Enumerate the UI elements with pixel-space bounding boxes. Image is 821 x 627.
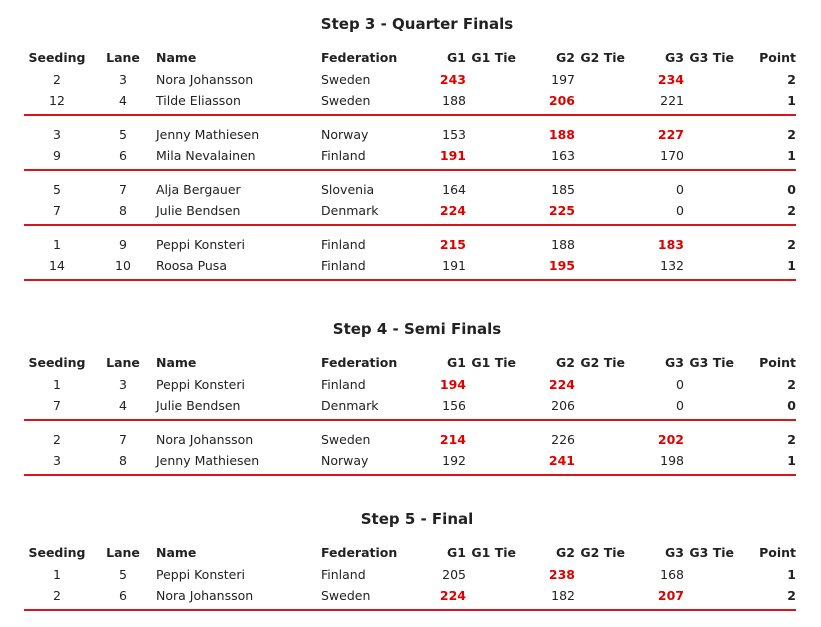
lane-cell: 4 <box>119 397 127 413</box>
g1-score: 164 <box>442 182 466 197</box>
g3-score: 0 <box>676 377 684 392</box>
g1-tie-cell <box>466 146 520 167</box>
g1-score: 153 <box>442 127 466 142</box>
step-title: Step 4 - Semi Finals <box>332 320 502 338</box>
lane-cell: 8 <box>119 452 127 468</box>
match-separator <box>24 276 796 282</box>
player-row <box>24 451 796 472</box>
column-header-g1: G1 <box>447 545 466 560</box>
g2-score: 188 <box>548 127 575 142</box>
match-spacer <box>24 172 796 180</box>
point-cell: 2 <box>787 127 796 142</box>
separator-cell <box>24 471 796 477</box>
g2-tie-cell <box>575 256 629 277</box>
g3-tie-cell <box>684 146 738 167</box>
lane-cell: 5 <box>119 567 127 582</box>
g1-tie-cell <box>466 396 520 417</box>
player-name: Mila Nevalainen <box>156 147 256 163</box>
g3-tie-cell <box>684 586 738 607</box>
seeding-cell: 7 <box>53 397 61 413</box>
column-header-federation: Federation <box>321 355 398 370</box>
header-row <box>24 541 796 565</box>
g2-score: 224 <box>548 377 575 392</box>
column-header-seeding: Seeding <box>28 355 86 370</box>
header-row <box>24 351 796 375</box>
g2-tie-cell <box>575 430 629 451</box>
player-name: Peppi Konsteri <box>156 237 245 252</box>
g2-score: 206 <box>551 397 575 413</box>
step-5-section <box>24 509 794 612</box>
lane-cell: 3 <box>119 72 127 87</box>
lane-cell: 6 <box>119 587 127 603</box>
separator-cell <box>24 276 796 282</box>
g1-score: 205 <box>442 567 466 582</box>
seeding-cell: 1 <box>53 567 61 582</box>
g3-tie-cell <box>684 375 738 396</box>
lane-cell: 3 <box>119 377 127 392</box>
column-header-g3tie: G3 Tie <box>689 50 734 65</box>
seeding-cell: 3 <box>53 452 61 468</box>
g3-tie-cell <box>684 91 738 112</box>
player-row <box>24 91 796 112</box>
separator-line <box>24 418 796 421</box>
g2-tie-cell <box>575 235 629 256</box>
separator-line <box>24 223 796 226</box>
g3-tie-cell <box>684 256 738 277</box>
lane-cell: 6 <box>119 147 127 163</box>
match-separator <box>24 471 796 477</box>
federation-cell: Finland <box>321 147 366 163</box>
g1-score: 188 <box>442 92 466 108</box>
g1-score: 214 <box>439 432 466 447</box>
point-cell: 2 <box>787 377 796 392</box>
step-title: Step 3 - Quarter Finals <box>320 15 514 33</box>
column-header-federation: Federation <box>321 50 398 65</box>
federation-cell: Slovenia <box>321 182 375 197</box>
lane-cell: 9 <box>119 237 127 252</box>
g1-score: 224 <box>439 202 466 218</box>
federation-cell: Sweden <box>321 72 371 87</box>
lane-cell: 5 <box>119 127 127 142</box>
player-name: Tilde Eliasson <box>156 92 241 108</box>
step-4-section <box>24 319 794 477</box>
column-header-g1tie: G1 Tie <box>471 545 516 560</box>
column-header-name: Name <box>156 545 197 560</box>
g1-score: 243 <box>439 72 466 87</box>
g2-score: 188 <box>551 237 575 252</box>
separator-line <box>24 278 796 281</box>
seeding-cell: 7 <box>53 202 61 218</box>
lane-cell: 7 <box>119 182 127 197</box>
results-table <box>24 541 796 612</box>
g2-score: 197 <box>551 72 575 87</box>
player-row <box>24 201 796 222</box>
seeding-cell: 9 <box>53 147 61 163</box>
column-header-g2tie: G2 Tie <box>580 545 625 560</box>
player-row <box>24 235 796 256</box>
column-header-name: Name <box>156 50 197 65</box>
g3-score: 132 <box>660 257 684 273</box>
g2-tie-cell <box>575 125 629 146</box>
g1-tie-cell <box>466 235 520 256</box>
g3-score: 0 <box>676 397 684 413</box>
results-table <box>24 46 796 282</box>
player-name: Jenny Mathiesen <box>156 452 260 468</box>
g3-score: 234 <box>657 72 684 87</box>
g2-score: 182 <box>551 587 575 603</box>
match-separator <box>24 606 796 612</box>
player-row <box>24 146 796 167</box>
g2-tie-cell <box>575 70 629 91</box>
player-name: Jenny Mathiesen <box>156 127 260 142</box>
g3-score: 207 <box>657 587 684 603</box>
header-row <box>24 46 796 70</box>
g1-tie-cell <box>466 430 520 451</box>
g1-score: 224 <box>439 587 466 603</box>
g2-tie-cell <box>575 201 629 222</box>
point-cell: 2 <box>787 237 796 252</box>
player-row <box>24 565 796 586</box>
column-header-lane: Lane <box>106 50 140 65</box>
column-header-g2tie: G2 Tie <box>580 50 625 65</box>
g3-tie-cell <box>684 180 738 201</box>
match-spacer <box>24 117 796 125</box>
g2-tie-cell <box>575 396 629 417</box>
g1-tie-cell <box>466 586 520 607</box>
g1-score: 194 <box>439 377 466 392</box>
column-header-g2: G2 <box>556 50 575 65</box>
g1-score: 191 <box>442 257 466 273</box>
g2-score: 241 <box>548 452 575 468</box>
seeding-cell: 3 <box>53 127 61 142</box>
lane-cell: 7 <box>119 432 127 447</box>
g2-score: 225 <box>548 202 575 218</box>
results-table <box>24 351 796 477</box>
point-cell: 1 <box>787 567 796 582</box>
separator-line <box>24 168 796 171</box>
separator-cell <box>24 606 796 612</box>
g2-tie-cell <box>575 451 629 472</box>
g3-score: 168 <box>660 567 684 582</box>
g1-score: 215 <box>439 237 466 252</box>
federation-cell: Finland <box>321 377 366 392</box>
column-header-g2tie: G2 Tie <box>580 355 625 370</box>
match-spacer <box>24 227 796 235</box>
federation-cell: Finland <box>321 567 366 582</box>
g1-tie-cell <box>466 125 520 146</box>
federation-cell: Denmark <box>321 202 379 218</box>
player-row <box>24 586 796 607</box>
column-header-federation: Federation <box>321 545 398 560</box>
federation-cell: Finland <box>321 237 366 252</box>
seeding-cell: 1 <box>53 237 61 252</box>
column-header-g2: G2 <box>556 545 575 560</box>
g3-score: 0 <box>676 202 684 218</box>
seeding-cell: 2 <box>53 72 61 87</box>
g2-tie-cell <box>575 565 629 586</box>
g3-tie-cell <box>684 201 738 222</box>
seeding-cell: 14 <box>49 257 65 273</box>
g3-score: 202 <box>657 432 684 447</box>
g3-score: 183 <box>657 237 684 252</box>
seeding-cell: 2 <box>53 587 61 603</box>
point-cell: 2 <box>787 72 796 87</box>
g3-score: 221 <box>660 92 684 108</box>
g3-tie-cell <box>684 125 738 146</box>
point-cell: 0 <box>787 397 796 413</box>
column-header-lane: Lane <box>106 545 140 560</box>
player-row <box>24 125 796 146</box>
separator-line <box>24 608 796 611</box>
g3-score: 227 <box>657 127 684 142</box>
player-name: Julie Bendsen <box>156 202 241 218</box>
player-name: Roosa Pusa <box>156 257 227 273</box>
g2-tie-cell <box>575 146 629 167</box>
player-row <box>24 70 796 91</box>
g3-tie-cell <box>684 70 738 91</box>
g2-tie-cell <box>575 375 629 396</box>
step-3-section <box>24 14 794 282</box>
column-header-lane: Lane <box>106 355 140 370</box>
point-cell: 0 <box>787 182 796 197</box>
g1-score: 192 <box>442 452 466 468</box>
player-row <box>24 180 796 201</box>
player-name: Nora Johansson <box>156 587 254 603</box>
g1-tie-cell <box>466 375 520 396</box>
lane-cell: 8 <box>119 202 127 218</box>
column-header-g1tie: G1 Tie <box>471 50 516 65</box>
column-header-g3: G3 <box>665 545 684 560</box>
g1-score: 191 <box>439 147 466 163</box>
g1-tie-cell <box>466 180 520 201</box>
g1-tie-cell <box>466 451 520 472</box>
column-header-point: Point <box>759 50 796 65</box>
player-row <box>24 430 796 451</box>
player-name: Peppi Konsteri <box>156 377 245 392</box>
separator-line <box>24 113 796 116</box>
federation-cell: Sweden <box>321 587 371 603</box>
point-cell: 1 <box>787 92 796 108</box>
player-row <box>24 396 796 417</box>
g3-score: 170 <box>660 147 684 163</box>
g2-score: 206 <box>548 92 575 108</box>
g3-tie-cell <box>684 235 738 256</box>
player-name: Nora Johansson <box>156 432 254 447</box>
player-row <box>24 375 796 396</box>
player-name: Nora Johansson <box>156 72 254 87</box>
g3-tie-cell <box>684 451 738 472</box>
column-header-seeding: Seeding <box>28 545 86 560</box>
lane-cell: 10 <box>115 257 131 273</box>
column-header-g3: G3 <box>665 50 684 65</box>
column-header-g2: G2 <box>556 355 575 370</box>
spacer-cell <box>24 227 796 235</box>
column-header-g1: G1 <box>447 355 466 370</box>
federation-cell: Norway <box>321 127 369 142</box>
g2-tie-cell <box>575 180 629 201</box>
point-cell: 2 <box>787 587 796 603</box>
g1-tie-cell <box>466 565 520 586</box>
g1-score: 156 <box>442 397 466 413</box>
g2-score: 238 <box>548 567 575 582</box>
column-header-name: Name <box>156 355 197 370</box>
g3-score: 198 <box>660 452 684 468</box>
point-cell: 2 <box>787 202 796 218</box>
g3-score: 0 <box>676 182 684 197</box>
player-row <box>24 256 796 277</box>
column-header-g3tie: G3 Tie <box>689 355 734 370</box>
federation-cell: Norway <box>321 452 369 468</box>
seeding-cell: 5 <box>53 182 61 197</box>
g1-tie-cell <box>466 256 520 277</box>
g2-score: 163 <box>551 147 575 163</box>
lane-cell: 4 <box>119 92 127 108</box>
player-name: Peppi Konsteri <box>156 567 245 582</box>
step-title: Step 5 - Final <box>360 510 474 528</box>
point-cell: 1 <box>787 147 796 163</box>
point-cell: 2 <box>787 432 796 447</box>
federation-cell: Sweden <box>321 432 371 447</box>
column-header-point: Point <box>759 355 796 370</box>
column-header-g1tie: G1 Tie <box>471 355 516 370</box>
g1-tie-cell <box>466 91 520 112</box>
spacer-cell <box>24 117 796 125</box>
point-cell: 1 <box>787 257 796 273</box>
g1-tie-cell <box>466 70 520 91</box>
g2-tie-cell <box>575 586 629 607</box>
spacer-cell <box>24 172 796 180</box>
g2-score: 195 <box>548 257 575 273</box>
point-cell: 1 <box>787 452 796 468</box>
column-header-point: Point <box>759 545 796 560</box>
g2-score: 185 <box>551 182 575 197</box>
g3-tie-cell <box>684 565 738 586</box>
column-header-g3tie: G3 Tie <box>689 545 734 560</box>
g2-tie-cell <box>575 91 629 112</box>
column-header-seeding: Seeding <box>28 50 86 65</box>
match-spacer <box>24 422 796 430</box>
separator-line <box>24 473 796 476</box>
seeding-cell: 2 <box>53 432 61 447</box>
seeding-cell: 1 <box>53 377 61 392</box>
player-name: Julie Bendsen <box>156 397 241 413</box>
spacer-cell <box>24 422 796 430</box>
player-name: Alja Bergauer <box>156 182 241 197</box>
seeding-cell: 12 <box>49 92 65 108</box>
g3-tie-cell <box>684 396 738 417</box>
column-header-g1: G1 <box>447 50 466 65</box>
g2-score: 226 <box>551 432 575 447</box>
g1-tie-cell <box>466 201 520 222</box>
federation-cell: Sweden <box>321 92 371 108</box>
column-header-g3: G3 <box>665 355 684 370</box>
federation-cell: Denmark <box>321 397 379 413</box>
g3-tie-cell <box>684 430 738 451</box>
federation-cell: Finland <box>321 257 366 273</box>
